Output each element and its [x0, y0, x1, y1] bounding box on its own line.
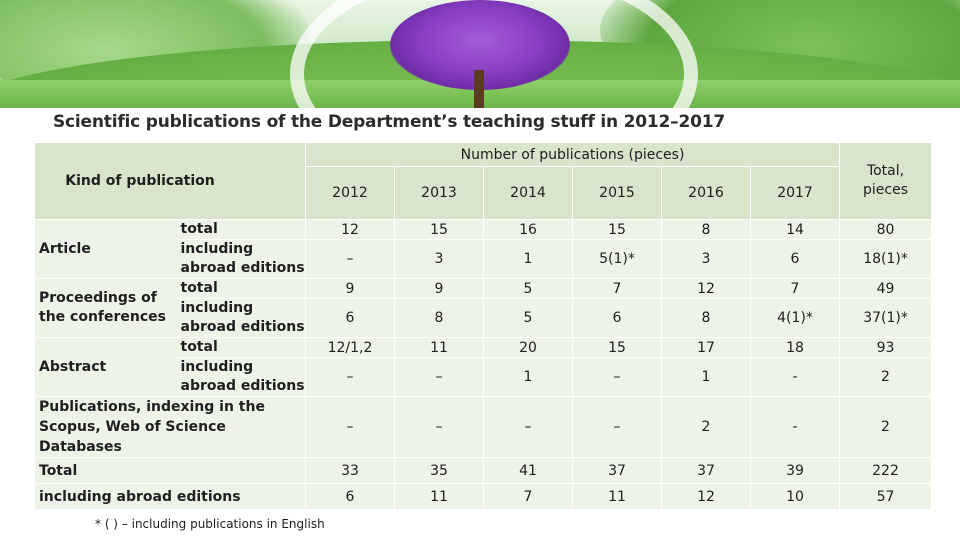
- table-cell: 11: [395, 338, 484, 358]
- table-cell: 8: [662, 220, 751, 240]
- table-row: [35, 279, 932, 299]
- table-cell: 37: [573, 458, 662, 484]
- table-cell: 5: [484, 279, 573, 299]
- row-label-including-abroad: including abroad editions: [35, 484, 306, 510]
- row-label-article: Article: [35, 220, 177, 279]
- table-cell: 11: [395, 484, 484, 510]
- table-cell: 35: [395, 458, 484, 484]
- table-cell-total: 2: [840, 358, 932, 397]
- table-cell: 9: [395, 279, 484, 299]
- table-cell: 14: [751, 220, 840, 240]
- slide-title: Scientific publications of the Department’s teaching stuff in 2012–2017: [53, 112, 725, 132]
- row-sublabel-total: total: [177, 338, 306, 358]
- table-cell: 1: [662, 358, 751, 397]
- table-cell: 6: [573, 299, 662, 338]
- banner-tree-trunk: [474, 70, 484, 108]
- row-sublabel-total: total: [177, 220, 306, 240]
- table-cell-total: 57: [840, 484, 932, 510]
- table-cell-total: 222: [840, 458, 932, 484]
- table-cell: –: [484, 397, 573, 458]
- table-cell: 16: [484, 220, 573, 240]
- table-cell: 15: [573, 338, 662, 358]
- table-cell: 33: [306, 458, 395, 484]
- table-cell: 9: [306, 279, 395, 299]
- table-row: [35, 458, 932, 484]
- table-cell: -: [751, 397, 840, 458]
- year-header-2012: 2012: [306, 167, 395, 220]
- table-cell: 1: [484, 358, 573, 397]
- table-cell: 18: [751, 338, 840, 358]
- row-label-abstract: Abstract: [35, 338, 177, 397]
- number-of-publications-header: Number of publications (pieces): [306, 143, 840, 167]
- row-sublabel-total: total: [177, 279, 306, 299]
- row-sublabel-including-abroad: including abroad editions: [177, 240, 306, 279]
- table-row: [35, 397, 932, 458]
- row-label-total: Total: [35, 458, 306, 484]
- table-cell: 41: [484, 458, 573, 484]
- table-cell: 5: [484, 299, 573, 338]
- row-label-scopus: Publications, indexing in the Scopus, Web of Science Databases: [35, 397, 306, 458]
- table-cell: –: [573, 397, 662, 458]
- table-cell: 39: [751, 458, 840, 484]
- table-row: [35, 484, 932, 510]
- table-cell: 3: [395, 240, 484, 279]
- table-cell: 15: [573, 220, 662, 240]
- table-cell: 6: [751, 240, 840, 279]
- publications-table: [34, 142, 932, 510]
- table-cell: –: [306, 240, 395, 279]
- kind-of-publication-header: Kind of publication: [35, 143, 306, 220]
- table-cell: 6: [306, 299, 395, 338]
- table-cell-total: 2: [840, 397, 932, 458]
- header-banner: [0, 0, 960, 108]
- table-cell: 1: [484, 240, 573, 279]
- table-cell-total: 49: [840, 279, 932, 299]
- table-cell: –: [395, 358, 484, 397]
- table-cell: –: [306, 397, 395, 458]
- table-cell: 8: [395, 299, 484, 338]
- table-cell: 3: [662, 240, 751, 279]
- footnote: * ( ) – including publications in English: [95, 517, 325, 531]
- table-cell: 5(1)*: [573, 240, 662, 279]
- row-label-proceedings: Proceedings of the conferences: [35, 279, 177, 338]
- table-row: [35, 220, 932, 240]
- table-cell: 10: [751, 484, 840, 510]
- table-cell: 7: [484, 484, 573, 510]
- table-cell: 4(1)*: [751, 299, 840, 338]
- year-header-2016: 2016: [662, 167, 751, 220]
- table-cell: 17: [662, 338, 751, 358]
- table-cell: 7: [751, 279, 840, 299]
- table-cell: -: [751, 358, 840, 397]
- row-sublabel-including-abroad: including abroad editions: [177, 299, 306, 338]
- table-cell-total: 18(1)*: [840, 240, 932, 279]
- year-header-2015: 2015: [573, 167, 662, 220]
- table-cell: 37: [662, 458, 751, 484]
- table-cell: –: [395, 397, 484, 458]
- table-cell: 15: [395, 220, 484, 240]
- table-cell: 12: [662, 484, 751, 510]
- table-cell: 20: [484, 338, 573, 358]
- table-cell: 11: [573, 484, 662, 510]
- table-cell: 2: [662, 397, 751, 458]
- total-pieces-header: Total, pieces: [840, 143, 932, 220]
- year-header-2013: 2013: [395, 167, 484, 220]
- row-sublabel-including-abroad: including abroad editions: [177, 358, 306, 397]
- table-cell: 12: [662, 279, 751, 299]
- table-cell: –: [573, 358, 662, 397]
- table-cell: 12/1,2: [306, 338, 395, 358]
- table-cell-total: 80: [840, 220, 932, 240]
- table-cell-total: 37(1)*: [840, 299, 932, 338]
- table-cell: 12: [306, 220, 395, 240]
- year-header-2017: 2017: [751, 167, 840, 220]
- table-cell: 6: [306, 484, 395, 510]
- table-cell: 8: [662, 299, 751, 338]
- table-row: [35, 338, 932, 358]
- table-cell-total: 93: [840, 338, 932, 358]
- table-cell: –: [306, 358, 395, 397]
- year-header-2014: 2014: [484, 167, 573, 220]
- table-cell: 7: [573, 279, 662, 299]
